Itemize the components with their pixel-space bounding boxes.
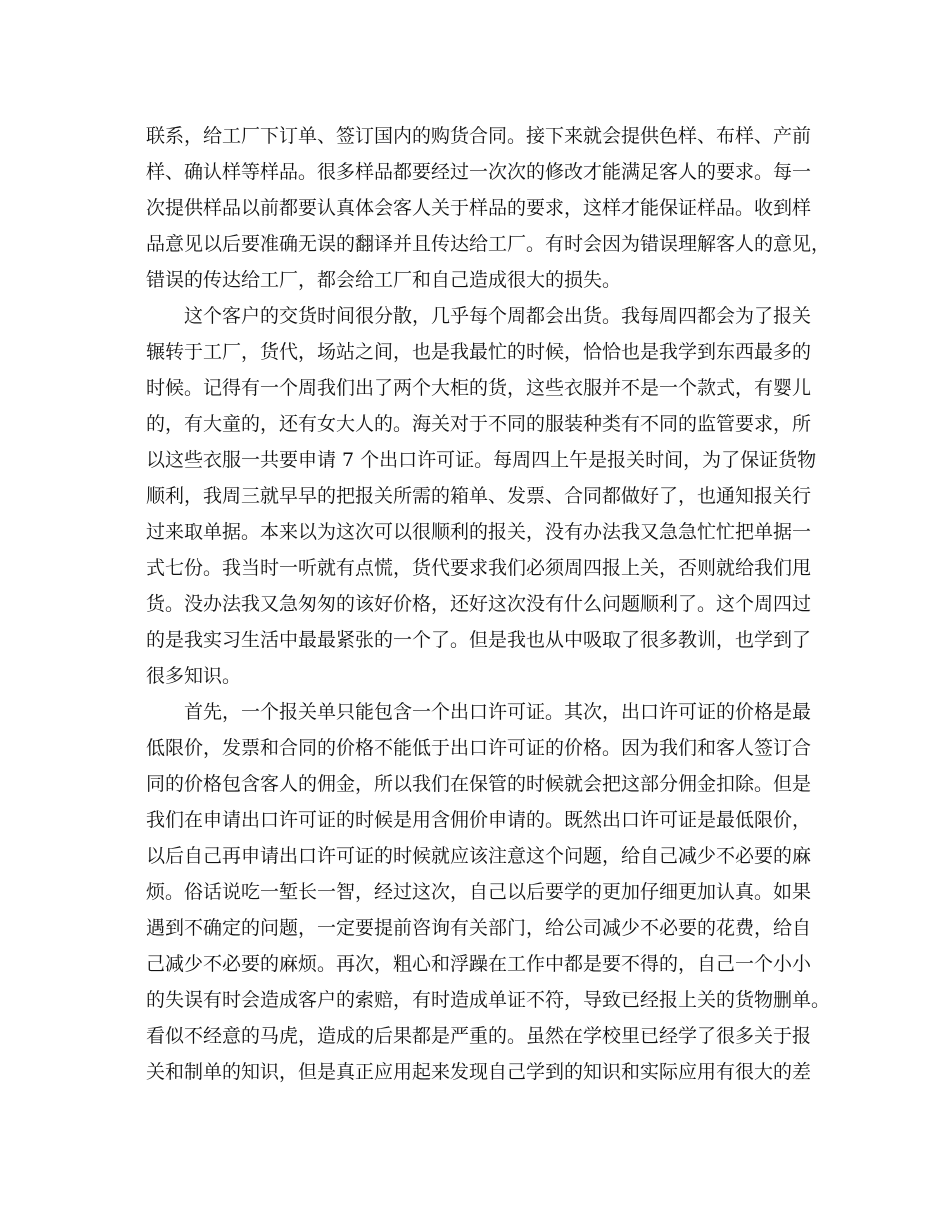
- text-line: 这个客户的交货时间很分散，几乎每个周都会出货。我每周四都会为了报关: [146, 305, 812, 327]
- text-line: 的是我实习生活中最最紧张的一个了。但是我也从中吸取了很多教训，也学到了: [146, 629, 812, 651]
- text-line: 时候。记得有一个周我们出了两个大柜的货，这些衣服并不是一个款式，有婴儿: [146, 377, 812, 399]
- paragraph-2: [146, 298, 817, 694]
- text-line: 低限价，发票和合同的价格不能低于出口许可证的价格。因为我们和客人签订合: [146, 737, 812, 759]
- text-line: 的，有大童的，还有女大人的。海关对于不同的服装种类有不同的监管要求，所: [146, 413, 812, 435]
- text-line: 我们在申请出口许可证的时候是用含佣价申请的。既然出口许可证是最低限价，: [146, 809, 812, 831]
- text-line: 过来取单据。本来以为这次可以很顺利的报关，没有办法我又急急忙忙把单据一: [146, 521, 812, 543]
- text-line: 样、确认样等样品。很多样品都要经过一次次的修改才能满足客人的要求。每一: [146, 161, 812, 183]
- text-line: 首先，一个报关单只能包含一个出口许可证。其次，出口许可证的价格是最: [146, 701, 812, 723]
- text-line: 货。没办法我又急匆匆的该好价格，还好这次没有什么问题顺利了。这个周四过: [146, 593, 812, 615]
- text-line: 很多知识。: [146, 665, 242, 687]
- text-line: 己减少不必要的麻烦。再次，粗心和浮躁在工作中都是要不得的，自己一个小小: [146, 953, 812, 975]
- text-line: 关和制单的知识，但是真正应用起来发现自己学到的知识和实际应用有很大的差: [146, 1061, 812, 1083]
- text-line: 的失误有时会造成客户的索赔，有时造成单证不符，导致已经报上关的货物删单。: [146, 989, 831, 1011]
- text-line: 看似不经意的马虎，造成的后果都是严重的。虽然在学校里已经学了很多关于报: [146, 1025, 812, 1047]
- text-line: 辗转于工厂，货代，场站之间，也是我最忙的时候，恰恰也是我学到东西最多的: [146, 341, 812, 363]
- text-line: 顺利，我周三就早早的把报关所需的箱单、发票、合同都做好了，也通知报关行: [146, 485, 812, 507]
- text-line: 以后自己再申请出口许可证的时候就应该注意这个问题，给自己减少不必要的麻: [146, 845, 812, 867]
- text-line: 以这些衣服一共要申请 7 个出口许可证。每周四上午是报关时间，为了保证货物: [146, 449, 817, 471]
- text-line: 错误的传达给工厂，都会给工厂和自己造成很大的损失。: [146, 269, 622, 291]
- text-line: 次提供样品以前都要认真体会客人关于样品的要求，这样才能保证样品。收到样: [146, 197, 812, 219]
- text-line: 遇到不确定的问题，一定要提前咨询有关部门，给公司减少不必要的花费，给自: [146, 917, 812, 939]
- text-line: 联系，给工厂下订单、签订国内的购货合同。接下来就会提供色样、布样、产前: [146, 125, 812, 147]
- text-line: 同的价格包含客人的佣金，所以我们在保管的时候就会把这部分佣金扣除。但是: [146, 773, 812, 795]
- text-line: 式七份。我当时一听就有点慌，货代要求我们必须周四报上关，否则就给我们甩: [146, 557, 812, 579]
- paragraph-3: [146, 694, 831, 1090]
- text-line: 烦。俗话说吃一堑长一智，经过这次，自己以后要学的更加仔细更加认真。如果: [146, 881, 812, 903]
- paragraph-1: [146, 118, 831, 298]
- document-page: [146, 118, 831, 1090]
- text-line: 品意见以后要准确无误的翻译并且传达给工厂。有时会因为错误理解客人的意见，: [146, 233, 831, 255]
